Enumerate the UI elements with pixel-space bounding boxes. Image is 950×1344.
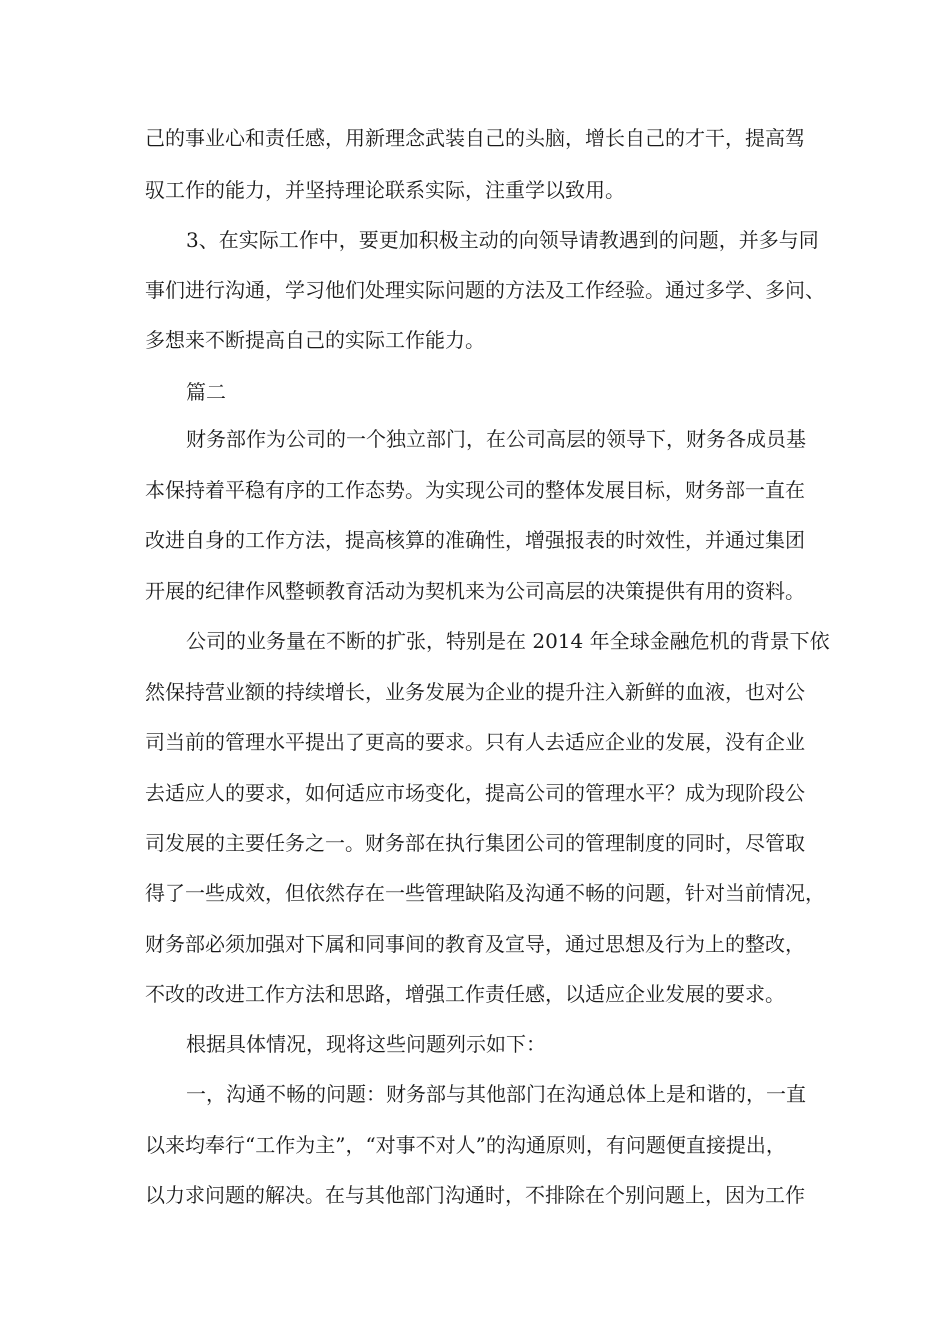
text-line: 本保持着平稳有序的工作态势。为实现公司的整体发展目标，财务部一直在 (145, 478, 805, 502)
text-line: 事们进行沟通，学习他们处理实际问题的方法及工作经验。通过多学、多问、 (145, 278, 825, 302)
text-line: 去适应人的要求，如何适应市场变化，提高公司的管理水平？成为现阶段公 (145, 781, 805, 805)
text-line: 根据具体情况，现将这些问题列示如下： (186, 1032, 546, 1056)
text-line: 多想来不断提高自己的实际工作能力。 (145, 328, 485, 352)
text-line: 得了一些成效，但依然存在一些管理缺陷及沟通不畅的问题，针对当前情况， (145, 881, 825, 905)
text-line: 驭工作的能力，并坚持理论联系实际，注重学以致用。 (145, 178, 625, 202)
text-line: 财务部作为公司的一个独立部门，在公司高层的领导下，财务各成员基 (186, 427, 806, 451)
text-line: 己的事业心和责任感，用新理念武装自己的头脑，增长自己的才干，提高驾 (145, 126, 805, 150)
text-line: 不改的改进工作方法和思路，增强工作责任感，以适应企业发展的要求。 (145, 982, 785, 1006)
text-line: 司发展的主要任务之一。财务部在执行集团公司的管理制度的同时，尽管取 (145, 831, 805, 855)
text-line: 3、在实际工作中，要更加积极主动的向领导请教遇到的问题，并多与同 (186, 228, 819, 252)
text-line: 开展的纪律作风整顿教育活动为契机来为公司高层的决策提供有用的资料。 (145, 579, 805, 603)
text-line: 一，沟通不畅的问题：财务部与其他部门在沟通总体上是和谐的，一直 (186, 1082, 806, 1106)
text-line: 以力求问题的解决。在与其他部门沟通时，不排除在个别问题上，因为工作 (145, 1183, 805, 1207)
text-line: 改进自身的工作方法，提高核算的准确性，增强报表的时效性，并通过集团 (145, 528, 805, 552)
text-line: 财务部必须加强对下属和同事间的教育及宣导，通过思想及行为上的整改， (145, 932, 805, 956)
text-line: 以来均奉行“工作为主”，“对事不对人”的沟通原则，有问题便直接提出， (145, 1133, 786, 1157)
text-line: 公司的业务量在不断的扩张，特别是在 2014 年全球金融危机的背景下依 (186, 629, 830, 653)
text-line: 然保持营业额的持续增长，业务发展为企业的提升注入新鲜的血液，也对公 (145, 680, 805, 704)
text-line: 司当前的管理水平提出了更高的要求。只有人去适应企业的发展，没有企业 (145, 730, 805, 754)
section-heading: 篇二 (186, 380, 226, 404)
